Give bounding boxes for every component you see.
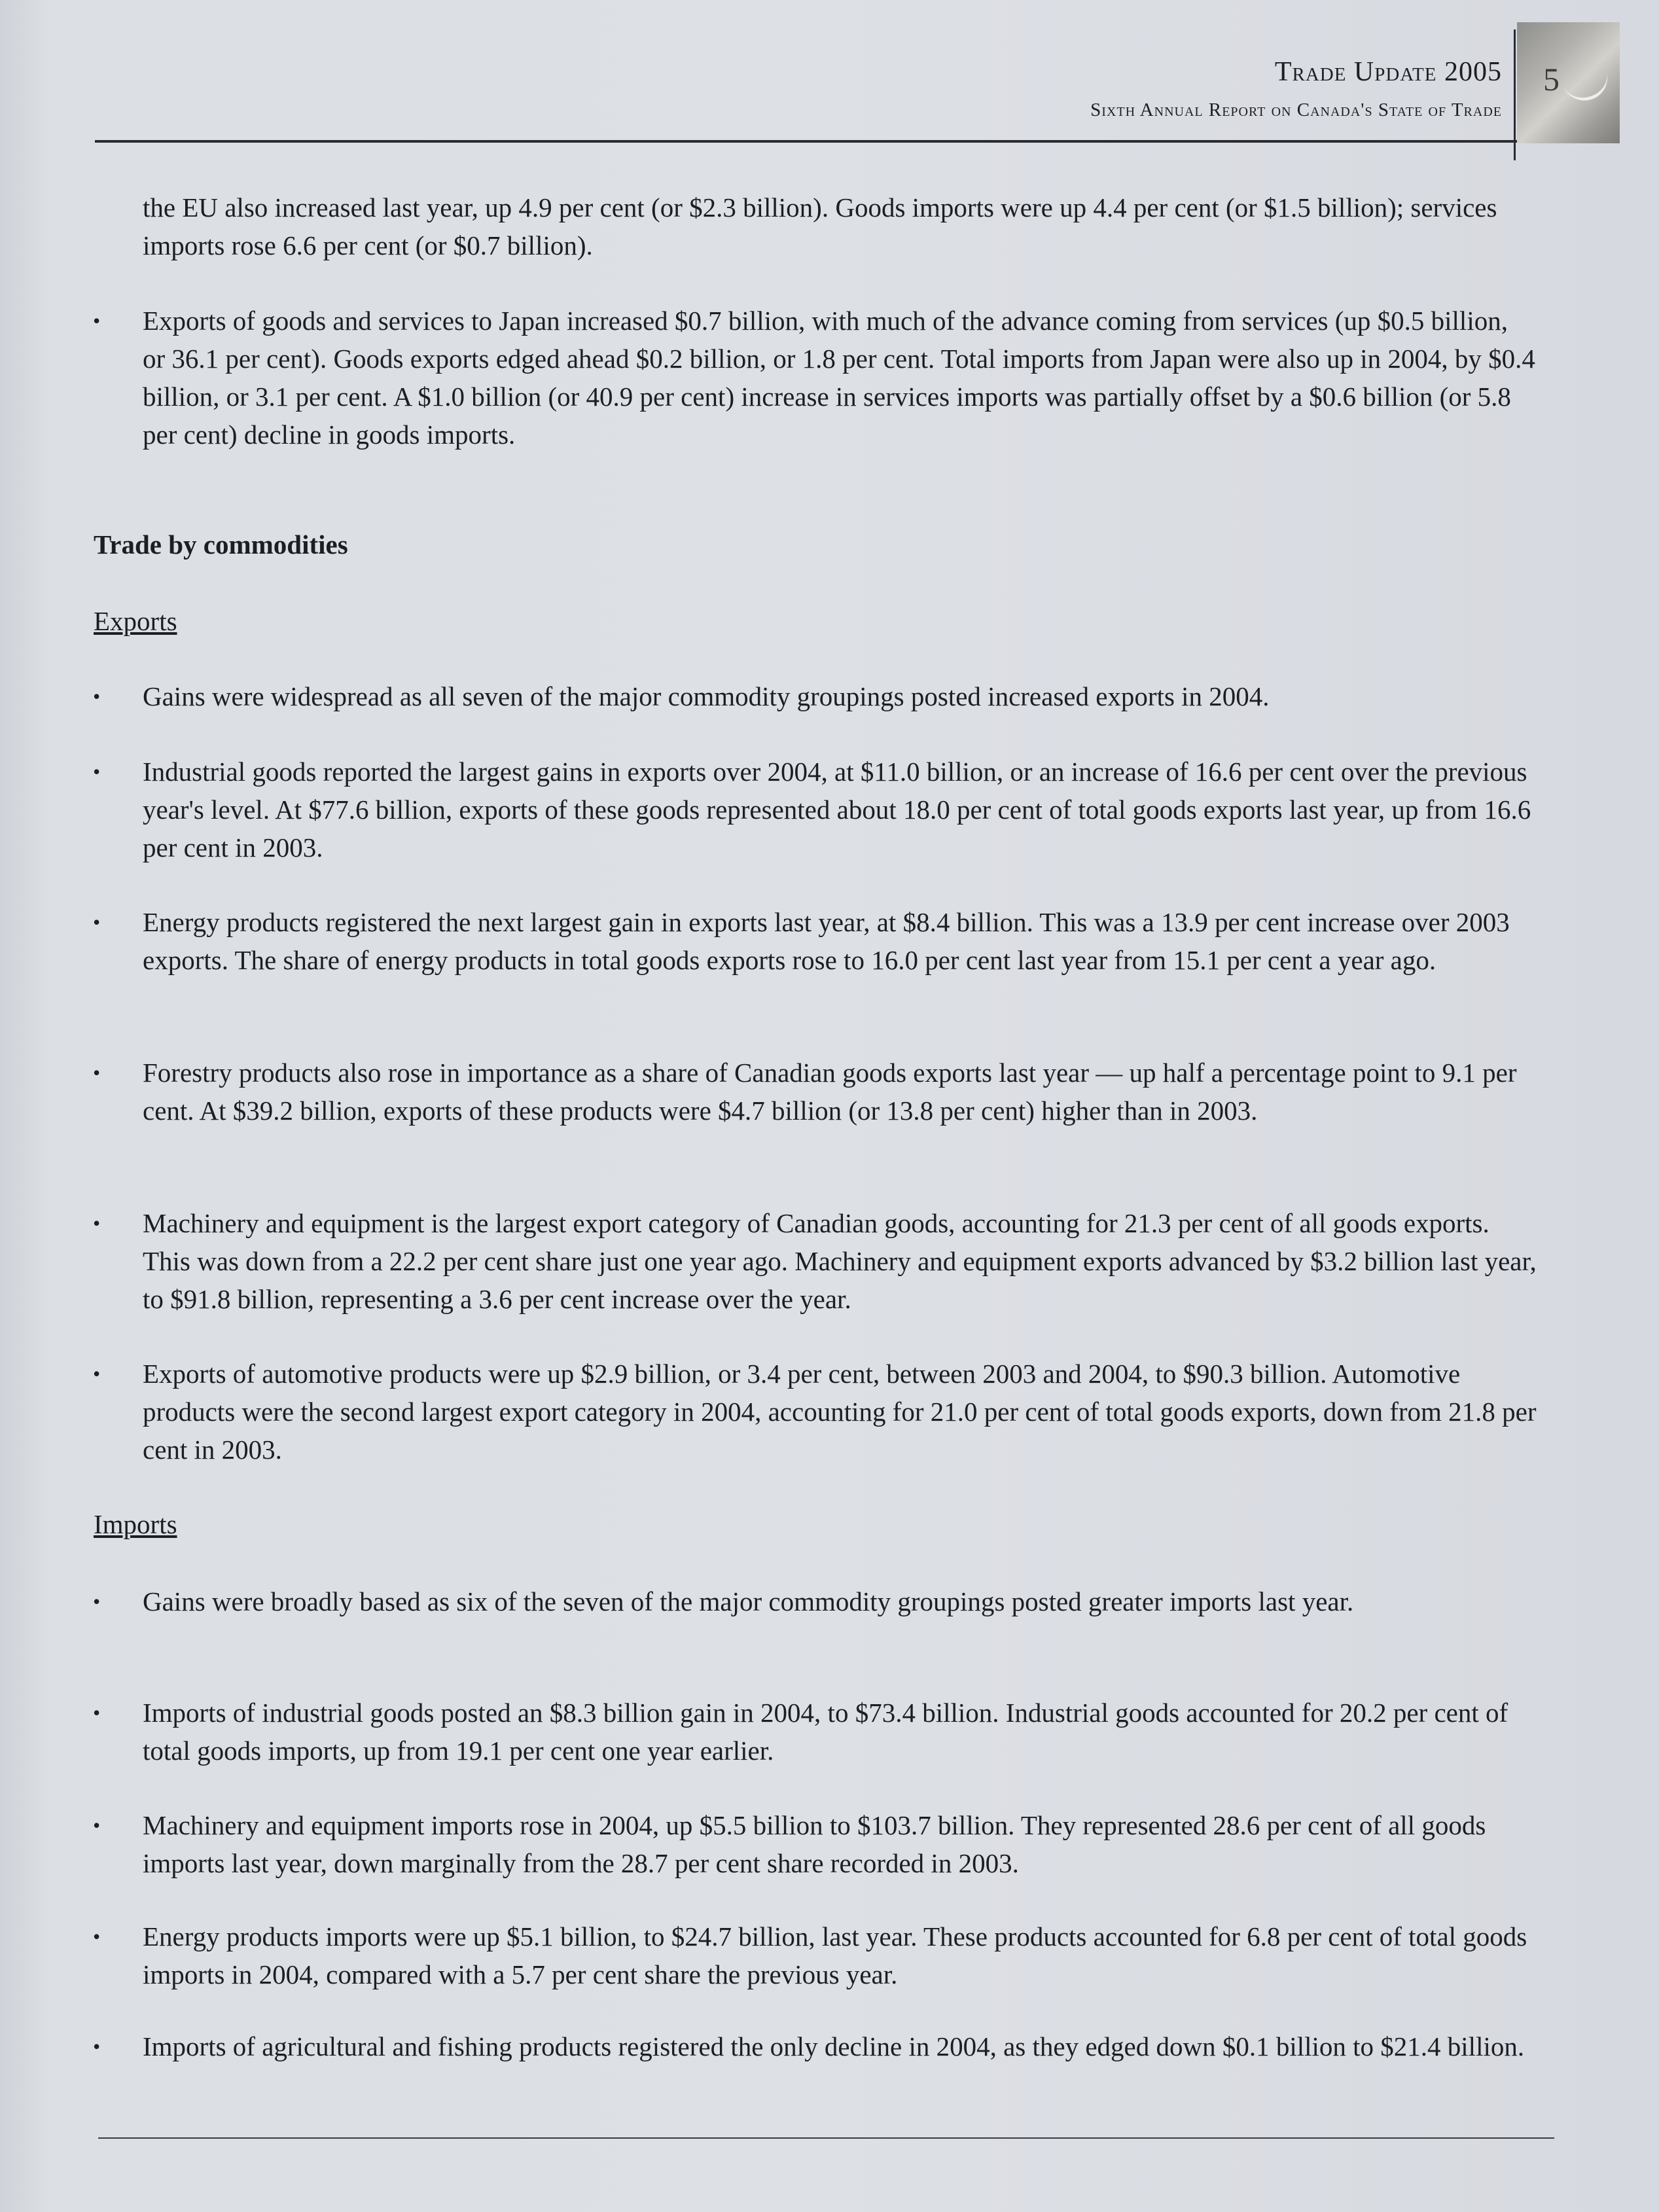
imports-bullet-text: Imports of agricultural and fishing products registered the only decline in 2004, as they edged down $0.1 billion to $21.4 billion. — [143, 2031, 1525, 2061]
imports-bullet-text: Gains were broadly based as six of the seven of the major commodity groupings posted greater imports last year. — [143, 1586, 1354, 1616]
bullet-icon: • — [93, 309, 101, 332]
exports-bullet-text: Machinery and equipment is the largest export category of Canadian goods, accounting for 21.3 per cent of all goods exports. This was down from a 22.2 per cent share just one year ago. Machinery and equipment exports advanced by $3.2 billion last year, to $91.8 billion, representing a 3.6 per cent increase over the year. — [143, 1208, 1537, 1314]
header-title: Trade Update 2005 — [1274, 57, 1502, 87]
bullet-icon: • — [93, 1362, 101, 1385]
page-number: 5 — [1543, 61, 1560, 98]
section-heading: Trade by commodities — [94, 529, 348, 560]
bullet-icon: • — [93, 1701, 101, 1724]
exports-bullet-text: Forestry products also rose in importance as a share of Canadian goods exports last year — up half a percentage point to 9.1 per cent. At $39.2 billion, exports of these products were $4.7 billion (or 13.8 per cent) higher than in 2003. — [143, 1058, 1517, 1126]
footer-divider — [98, 2137, 1554, 2139]
bullet-icon: • — [93, 760, 101, 783]
exports-bullet-text: Gains were widespread as all seven of the major commodity groupings posted increased exports in 2004. — [143, 681, 1270, 711]
continuation-paragraph: the EU also increased last year, up 4.9 per cent (or $2.3 billion). Goods imports were up 4.4 per cent (or $1.5 billion); services imports rose 6.6 per cent (or $0.7 billion). — [143, 192, 1497, 260]
bullet-icon: • — [93, 1211, 101, 1235]
exports-bullet-text: Industrial goods reported the largest gains in exports over 2004, at $11.0 billion, or an increase of 16.6 per cent over the previous year's level. At $77.6 billion, exports of these goods represented about 18.0 per cent of total goods exports last year, up from 16.6 per cent in 2003. — [143, 757, 1531, 863]
bullet-icon: • — [93, 1590, 101, 1613]
bullet-icon: • — [93, 1925, 101, 1948]
imports-bullet-text: Energy products imports were up $5.1 billion, to $24.7 billion, last year. These products accounted for 6.8 per cent of total goods imports in 2004, compared with a 5.7 per cent share the previous year. — [143, 1921, 1527, 1989]
bullet-icon: • — [93, 1061, 101, 1084]
exports-bullet-text: Energy products registered the next largest gain in exports last year, at $8.4 billion. This was a 13.9 per cent increase over 2003 exports. The share of energy products in total goods exports rose to 16.0 per cent last year from 15.1 per cent a year ago. — [143, 907, 1510, 975]
bullet-icon: • — [93, 2035, 101, 2058]
exports-bullet-text: Exports of automotive products were up $2.9 billion, or 3.4 per cent, between 2003 and 2004, to $90.3 billion. Automotive products were the second largest export category in 2004, accounting for 21.0 per cent of total goods exports, down from 21.8 per cent in 2003. — [143, 1359, 1537, 1465]
exports-subheading: Exports — [94, 606, 177, 636]
bullet-icon: • — [93, 1813, 101, 1837]
bullet-icon: • — [93, 685, 101, 708]
imports-subheading: Imports — [94, 1509, 177, 1539]
japan-bullet-text: Exports of goods and services to Japan increased $0.7 billion, with much of the advance coming from services (up $0.5 billion, or 36.1 per cent). Goods exports edged ahead $0.2 billion, or 1.8 per cent. Total imports from Japan were also up in 2004, by $0.4 billion, or 3.1 per cent. A $1.0 billion (or 40.9 per cent) increase in services imports was partially offset by a $0.6 billion (or 5.8 per cent) decline in goods imports. — [143, 306, 1535, 450]
imports-bullet-text: Imports of industrial goods posted an $8.3 billion gain in 2004, to $73.4 billion. Industrial goods accounted for 20.2 per cent of total goods imports, up from 19.1 per cent one year earlier. — [143, 1698, 1508, 1766]
bullet-icon: • — [93, 910, 101, 934]
imports-bullet-text: Machinery and equipment imports rose in 2004, up $5.5 billion to $103.7 billion. They represented 28.6 per cent of all goods imports last year, down marginally from the 28.7 per cent share recorded in 2003. — [143, 1810, 1486, 1878]
header-subtitle: Sixth Annual Report on Canada's State of Trade — [1090, 99, 1502, 120]
